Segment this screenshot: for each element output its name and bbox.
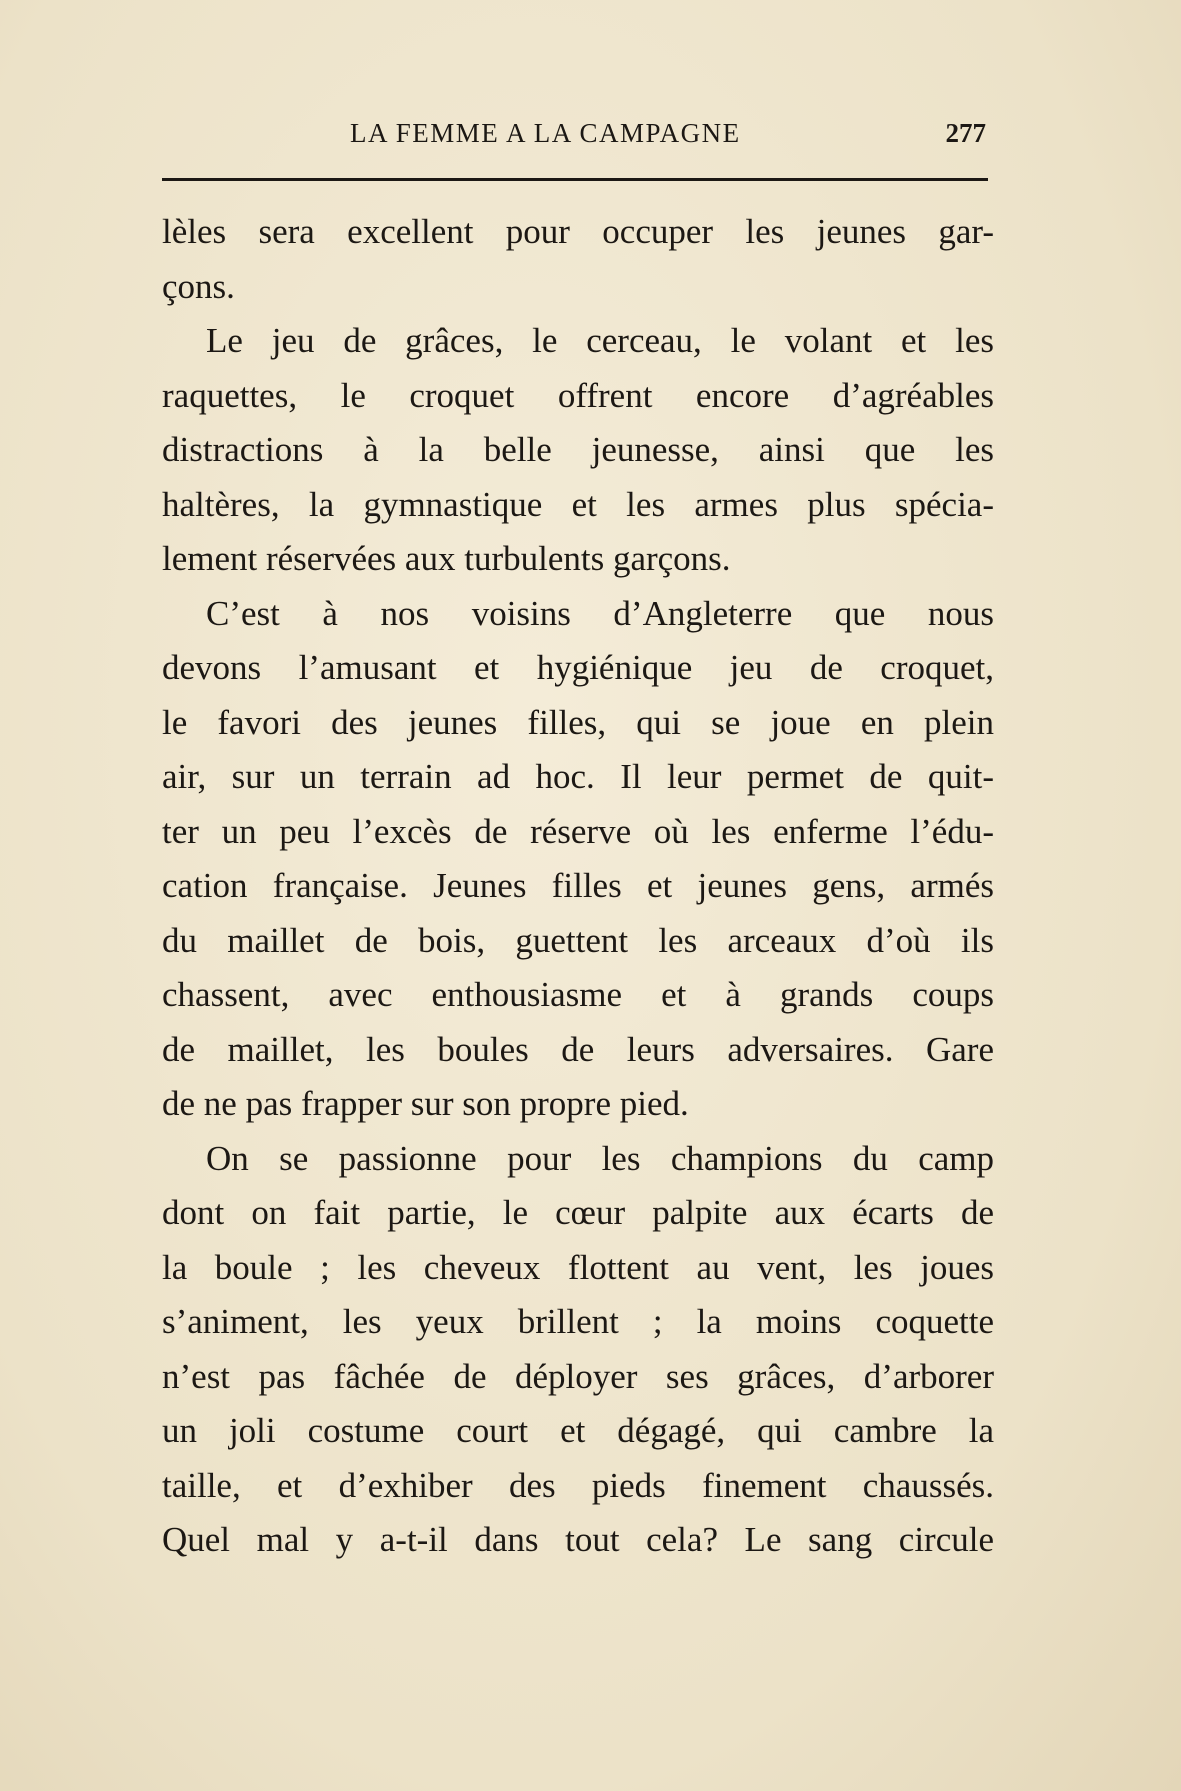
text-line: cation française. Jeunes filles et jeunes gens, armés	[162, 866, 994, 905]
text-line: de maillet, les boules de leurs adversaires. Gare	[162, 1029, 994, 1069]
text-line: un joli costume court et dégagé, qui cambre la	[162, 1411, 994, 1450]
text-line: haltères, la gymnastique et les armes plus spécia-	[162, 484, 994, 524]
running-head	[162, 118, 988, 158]
text-line: dont on fait partie, le cœur palpite aux écarts de	[162, 1193, 994, 1232]
text-line: chassent, avec enthousiasme et à grands coups	[162, 975, 994, 1014]
text-line: ter un peu l’excès de réserve où les enferme l’édu-	[162, 811, 994, 851]
text-line: taille, et d’exhiber des pieds finement chaussés.	[162, 1465, 994, 1505]
text-line: çons.	[162, 266, 235, 306]
page-number: 277	[945, 118, 986, 148]
header-rule	[162, 178, 988, 181]
running-title: LA FEMME A LA CAMPAGNE	[350, 118, 741, 148]
text-line: s’animent, les yeux brillent ; la moins coquette	[162, 1302, 994, 1341]
text-line: C’est à nos voisins d’Angleterre que nous	[206, 593, 994, 633]
text-line: Le jeu de grâces, le cerceau, le volant et les	[206, 321, 994, 360]
text-line: la boule ; les cheveux flottent au vent, les joues	[162, 1247, 994, 1287]
text-line: distractions à la belle jeunesse, ainsi que les	[162, 430, 994, 469]
text-line: du maillet de bois, guettent les arceaux d’où ils	[162, 920, 994, 960]
text-line: lèles sera excellent pour occuper les jeunes gar-	[162, 212, 994, 251]
text-line: raquettes, le croquet offrent encore d’agréables	[162, 375, 994, 415]
text-line: de ne pas frapper sur son propre pied.	[162, 1084, 689, 1123]
text-line: n’est pas fâchée de déployer ses grâces, d’arborer	[162, 1356, 994, 1396]
text-line: devons l’amusant et hygiénique jeu de croquet,	[162, 648, 994, 687]
text-line: Quel mal y a-t-il dans tout cela? Le sang circule	[162, 1520, 994, 1559]
text-line: On se passionne pour les champions du camp	[206, 1138, 994, 1178]
text-line: air, sur un terrain ad hoc. Il leur permet de quit-	[162, 757, 994, 796]
text-line: lement réservées aux turbulents garçons.	[162, 539, 731, 578]
text-line: le favori des jeunes filles, qui se joue en plein	[162, 702, 994, 742]
body-text	[162, 205, 994, 1568]
